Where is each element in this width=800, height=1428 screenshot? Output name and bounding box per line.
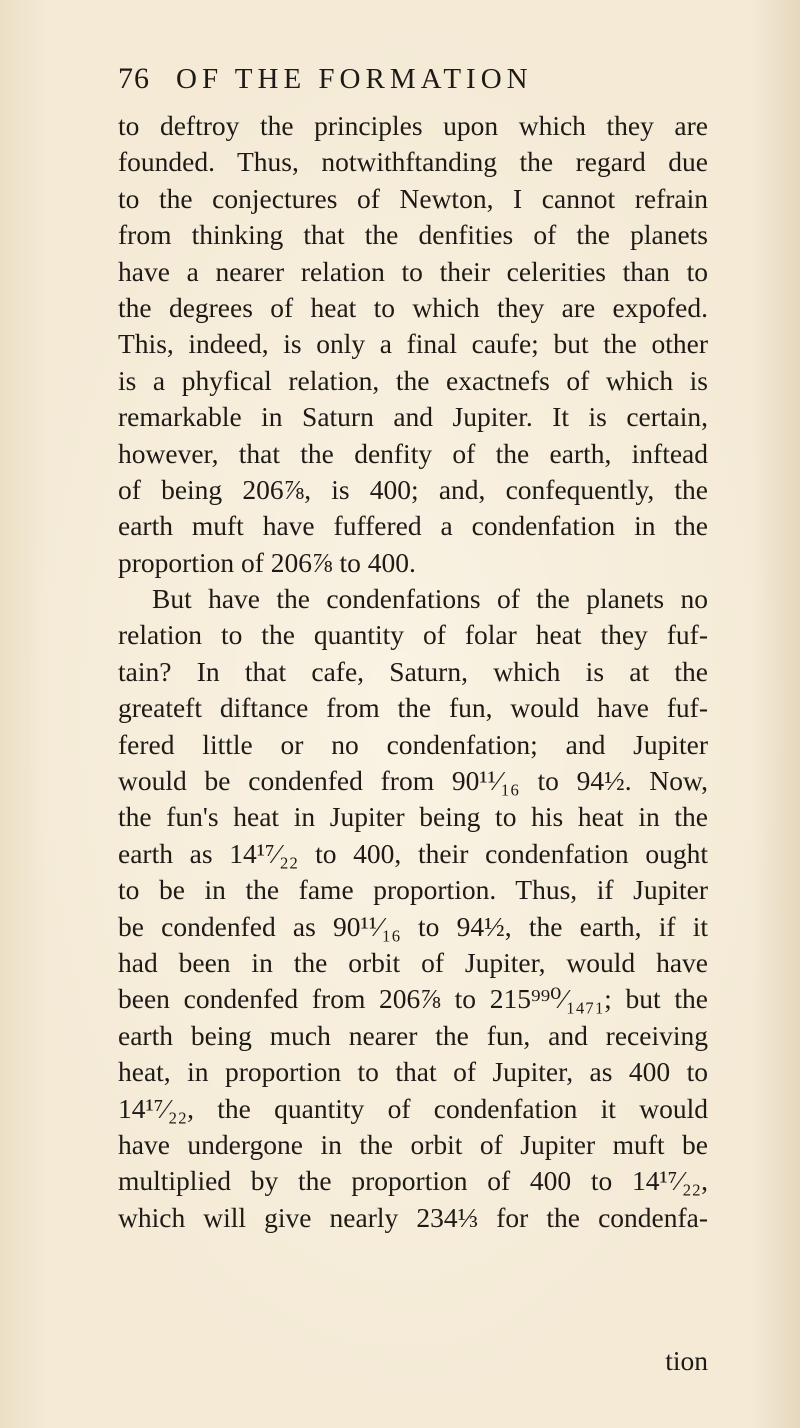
text-line: multiplied by the proportion of 400 to 14¹⁷⁄₂₂, xyxy=(118,1165,708,1197)
text-line: be condenfed as 90¹¹⁄₁₆ to 94½, the earth, if it xyxy=(118,910,708,942)
text-line: from thinking that the denfities of the planets xyxy=(118,219,708,251)
page-number: 76 xyxy=(118,62,150,95)
text-line: is a phyfical relation, the exactnefs of which is xyxy=(118,364,708,396)
text-line: greateft diftance from the fun, would have fuf- xyxy=(118,692,708,724)
text-line: earth being much nearer the fun, and receiving xyxy=(118,1019,708,1051)
text-line: the fun's heat in Jupiter being to his heat in the xyxy=(118,801,708,833)
body-text xyxy=(118,108,708,1236)
text-line: would be condenfed from 90¹¹⁄₁₆ to 94½. Now, xyxy=(118,765,708,797)
text-line: have undergone in the orbit of Jupiter muft be xyxy=(118,1128,708,1160)
text-line: have a nearer relation to their celerities than to xyxy=(118,255,708,287)
text-line: which will give nearly 234⅓ for the condenfa- xyxy=(118,1201,708,1233)
text-line: been condenfed from 206⅞ to 215⁹⁹⁰⁄₁₄₇₁; but the xyxy=(118,983,708,1015)
text-line: But have the condenfations of the planets no xyxy=(152,583,708,615)
text-line: the degrees of heat to which they are expofed. xyxy=(118,291,708,323)
text-line: heat, in proportion to that of Jupiter, as 400 to xyxy=(118,1056,708,1088)
text-line: proportion of 206⅞ to 400. xyxy=(118,546,416,578)
text-line: however, that the denfity of the earth, inftead xyxy=(118,437,708,469)
text-line: to be in the fame proportion. Thus, if Jupiter xyxy=(118,874,708,906)
text-line: of being 206⅞, is 400; and, confequently, the xyxy=(118,473,708,505)
text-line: earth muft have fuffered a condenfation in the xyxy=(118,510,708,542)
text-line: 14¹⁷⁄₂₂, the quantity of condenfation it would xyxy=(118,1092,708,1124)
text-line: remarkable in Saturn and Jupiter. It is certain, xyxy=(118,401,708,433)
text-line: relation to the quantity of folar heat they fuf- xyxy=(118,619,708,651)
running-head: OF THE FORMATION xyxy=(176,63,533,95)
catchword: tion xyxy=(665,1345,708,1376)
page-header xyxy=(118,62,718,102)
text-line: founded. Thus, notwithftanding the regard due xyxy=(118,146,708,178)
text-line: tain? In that cafe, Saturn, which is at the xyxy=(118,655,708,687)
text-line: fered little or no condenfation; and Jupiter xyxy=(118,728,708,760)
text-line: to deftroy the principles upon which they are xyxy=(118,110,708,141)
text-line: This, indeed, is only a final caufe; but the other xyxy=(118,328,708,360)
text-line: earth as 14¹⁷⁄₂₂ to 400, their condenfation ought xyxy=(118,837,708,869)
text-line: to the conjectures of Newton, I cannot refrain xyxy=(118,182,708,214)
text-line: had been in the orbit of Jupiter, would have xyxy=(118,946,708,978)
